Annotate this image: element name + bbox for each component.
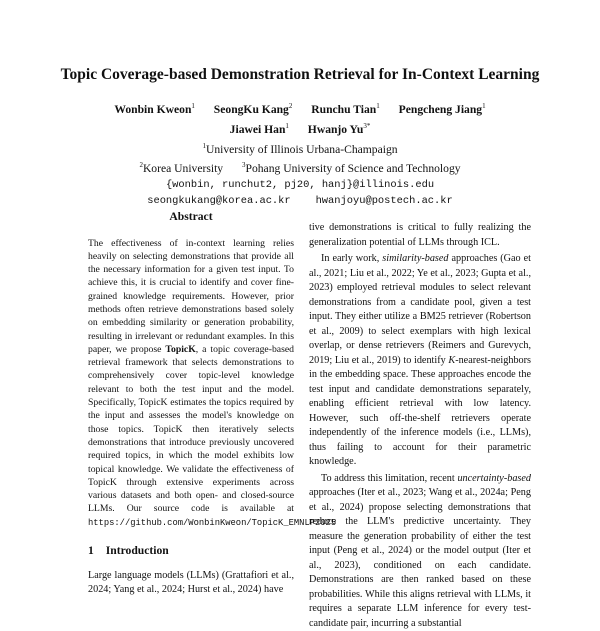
email-row: seongkukang@korea.ac.kr hwanjoyu@postech.ac.kr [40, 193, 560, 209]
abstract-text: The effectiveness of in-context learning relies heavily on selecting demonstrations that provide all the necessary information for a given test input. To achieve this, it is crucial to identify and cover fine-grained knowledge requirements. However, prior methods often retrieve demonstrations based solely on embedding similarity or generation probability, resulting in irrelevant or redundant examples. In this paper, we propose TopicK, a topic coverage-based retrieval framework that selects demonstrations to comprehensively cover topic-level knowledge relevant to both the test input and the model. Specifically, TopicK estimates the topics required by the input and assesses the model's knowledge on those topics. TopicK then iteratively selects demonstrations that introduce previously uncovered required topics, in which the model exhibits low topical knowledge. We validate the effectiveness of TopicK through extensive experiments across various datasets and both open- and closed-source LLMs. Our source code is available at https://github.com/WonbinKweon/TopicK_EMNLP2025 [88, 237, 294, 531]
author: Jiawei Han$^1$ [230, 123, 289, 136]
section-heading-introduction: 1 Introduction [88, 544, 294, 559]
affiliation-row-2 [40, 158, 560, 178]
paper-title: Topic Coverage-based Demonstration Retrieval for In-Context Learning [40, 66, 560, 84]
body-paragraph: In early work, similarity-based approaches (Gao et al., 2021; Liu et al., 2022; Ye et al., 2023; Gupta et al., 2023) employed retrieval modules to select relevant demonstrations from a candidate pool, given a test input. They either utilize a BM25 retriever (Robertson et al., 2009) to select exemplars with high lexical overlap, or dense retrievers (Reimers and Gurevych, 2019; Liu et al., 2019) to identify K-nearest-neighbors in the embedding space. These approaches encode the test input and candidate demonstrations separately, enabling efficient retrieval with low latency. However, such off-the-shelf retrievers operate independently of the inference models (i.e., LLMs), thus failing to account for their parametric knowledge. [309, 252, 531, 470]
author-block [40, 98, 560, 209]
body-paragraph: To address this limitation, recent uncertainty-based approaches (Iter et al., 2023; Wang et al., 2024a; Peng et al., 2024) propose selecting demonstrations that reduce the LLM's predictive uncertainty. They measure the generation probability of either the test input (Peng et al., 2024) or the model output (Iter et al., 2023), conditioned on each candidate. Demonstrations are then ranked based on these probabilities. While this aligns retrieval with LLMs, it requires a separate LLM inference for every test-candidate pair, incurring a substantial [309, 472, 531, 631]
author: Wonbin Kweon$^1$ [114, 103, 195, 116]
affiliation: $^3$Pohang University of Science and Technology [242, 162, 461, 175]
body-paragraph: tive demonstrations is critical to fully realizing the generalization potential of LLMs through ICL. [309, 221, 531, 250]
author-row-1 [40, 98, 560, 118]
right-column [309, 221, 531, 631]
abstract-heading: Abstract [88, 210, 294, 225]
source-code-link[interactable]: https://github.com/WonbinKweon/TopicK_EMNLP2025 [88, 518, 336, 528]
author: SeongKu Kang$^2$ [214, 103, 293, 116]
author-row-2 [40, 118, 560, 138]
affiliation: $^1$University of Illinois Urbana-Champaign [202, 143, 397, 156]
affiliation-row-1 [40, 138, 560, 158]
intro-paragraph: Large language models (LLMs) (Grattafiori et al., 2024; Yang et al., 2024; Hurst et al., 2024) have [88, 569, 294, 598]
email-row: {wonbin, runchut2, pj20, hanj}@illinois.edu [40, 177, 560, 193]
author: Hwanjo $Yu^{3*}$ [308, 123, 371, 136]
author: Pengcheng Jiang$^1$ [399, 103, 486, 116]
author: Runchu Tian$^1$ [311, 103, 380, 116]
left-column [88, 210, 294, 598]
affiliation: $^2$Korea University [139, 162, 223, 175]
